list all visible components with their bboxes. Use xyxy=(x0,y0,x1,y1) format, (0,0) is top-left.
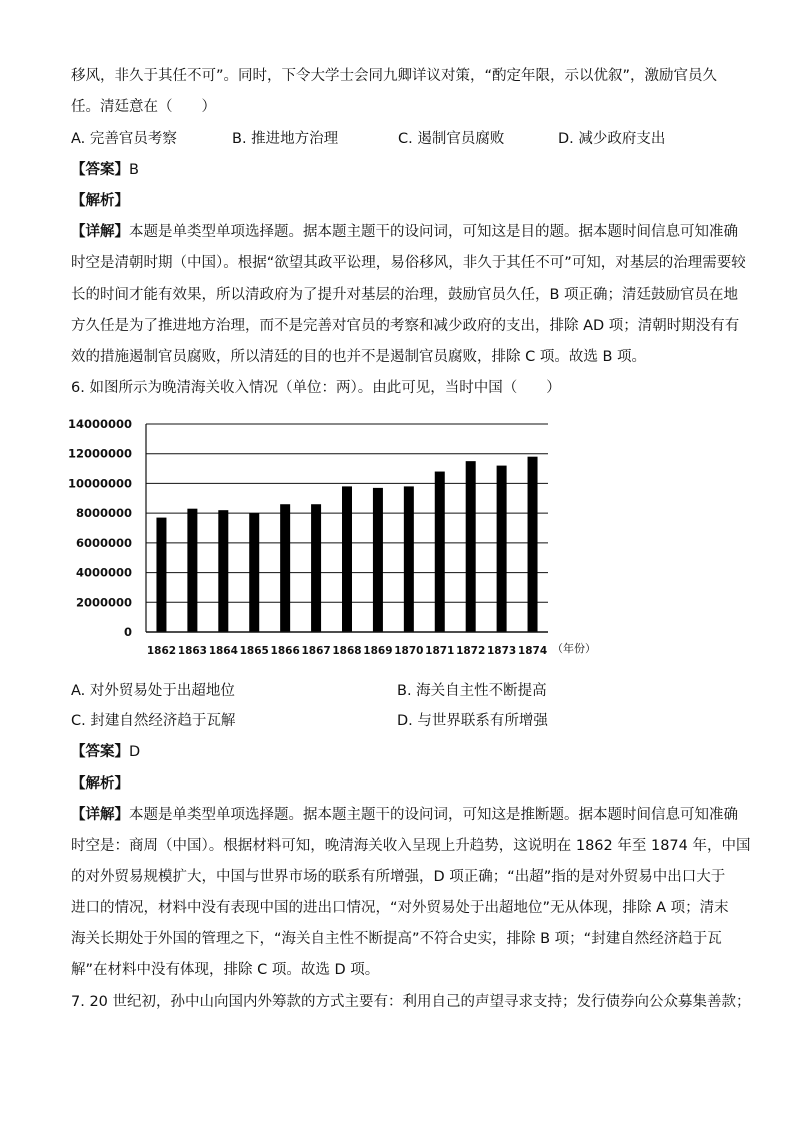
q6-detail-line4: 进口的情况，材料中没有表现中国的进出口情况，“对外贸易处于出超地位”无从体现，排除 A 项；清末 xyxy=(71,900,729,916)
q6-option-d: D. 与世界联系有所增强 xyxy=(397,713,548,729)
bar-1873 xyxy=(497,466,507,632)
q7-stem: 7. 20 世纪初，孙中山向国内外筹款的方式主要有：利用自己的声望寻求支持；发行债券向公众募集善款； xyxy=(71,994,751,1010)
x-tick-label: 1873 xyxy=(486,645,517,657)
q6-detail-text1: 本题是单类型单项选择题。据本题主题干的设问词，可知这是推断题。据本题时间信息可知准确 xyxy=(129,807,738,823)
q6-option-b: B. 海关自主性不断提高 xyxy=(397,683,547,699)
x-tick-label: 1863 xyxy=(177,645,208,657)
bar-1871 xyxy=(435,472,445,632)
bar-1862 xyxy=(156,518,166,632)
x-tick-label: 1864 xyxy=(208,645,238,657)
bar-1869 xyxy=(373,488,383,632)
bar-1868 xyxy=(342,486,352,632)
q6-detail-tag: 【详解】 xyxy=(71,807,129,823)
x-tick-label: 1869 xyxy=(363,645,393,657)
bar-1867 xyxy=(311,504,321,632)
q5-stem-line2: 任。清廷意在（ ） xyxy=(71,99,216,115)
x-tick-label: 1871 xyxy=(425,645,455,657)
x-tick-label: 1872 xyxy=(456,645,486,657)
customs-revenue-bar-chart xyxy=(60,410,620,670)
x-tick-label: 1862 xyxy=(146,645,177,657)
y-tick-label: 0 xyxy=(123,625,132,639)
q5-detail-line1 xyxy=(71,222,738,242)
x-tick-label: 1867 xyxy=(301,645,331,657)
q5-stem-line1: 移风，非久于其任不可”。同时，下令大学士会同九卿详议对策，“酌定年限，示以优叙”，激励官员久 xyxy=(71,68,718,84)
q5-answer-value: B xyxy=(129,162,139,178)
bar-1864 xyxy=(218,510,228,632)
q6-detail-line2: 时空是：商周（中国）。根据材料可知，晚清海关收入呈现上升趋势，这说明在 1862 年至 1874 年，中国 xyxy=(71,838,751,854)
q6-detail-line6: 解”在材料中没有体现，排除 C 项。故选 D 项。 xyxy=(71,962,380,978)
q6-option-a: A. 对外贸易处于出超地位 xyxy=(71,683,235,699)
q6-detail-line1 xyxy=(71,805,738,825)
bar-1865 xyxy=(249,513,259,632)
q6-answer-tag: 【答案】 xyxy=(71,744,129,760)
bar-1874 xyxy=(528,457,538,632)
x-tick-label: 1874 xyxy=(517,645,548,657)
q6-detail-line5: 海关长期处于外国的管理之下，“海关自主性不断提高”不符合史实，排除 B 项；“封建自然经济趋于瓦 xyxy=(71,931,722,947)
bar-1866 xyxy=(280,504,290,632)
q5-detail-text1: 本题是单类型单项选择题。据本题主题干的设问词，可知这是目的题。据本题时间信息可知准确 xyxy=(129,224,738,240)
q5-detail-line2: 时空是清朝时期（中国）。根据“欲望其政平讼理，易俗移风，非久于其任不可”可知，对基层的治理需要较 xyxy=(71,255,746,271)
x-tick-label: 1870 xyxy=(394,645,424,657)
q6-stem: 6. 如图所示为晚清海关收入情况（单位：两）。由此可见，当时中国（ ） xyxy=(71,380,561,396)
q5-detail-tag: 【详解】 xyxy=(71,224,129,240)
q5-answer xyxy=(71,160,139,180)
x-axis-title: （年份） xyxy=(552,642,596,655)
q6-detail-line3: 的对外贸易规模扩大，中国与世界市场的联系有所增强，D 项正确；“出超”指的是对外贸易中出口大于 xyxy=(71,869,726,885)
bar-1863 xyxy=(187,509,197,632)
q5-detail-line5: 效的措施遏制官员腐败，所以清廷的目的也并不是遏制官员腐败，排除 C 项。故选 B 项。 xyxy=(71,349,647,365)
q5-detail-line4: 方久任是为了推进地方治理，而不是完善对官员的考察和减少政府的支出，排除 AD 项；清朝时期没有有 xyxy=(71,318,740,334)
x-tick-label: 1865 xyxy=(239,645,269,657)
x-tick-label: 1866 xyxy=(270,645,300,657)
q5-option-c: C. 遏制官员腐败 xyxy=(398,131,505,147)
y-tick-label: 4000000 xyxy=(75,565,132,580)
q5-option-a: A. 完善官员考察 xyxy=(71,131,177,147)
q6-answer-value: D xyxy=(129,744,141,760)
q6-analysis-tag: 【解析】 xyxy=(71,776,129,792)
x-tick-label: 1868 xyxy=(332,645,362,657)
y-tick-label: 10000000 xyxy=(67,476,132,491)
y-tick-label: 14000000 xyxy=(67,417,132,431)
bar-1872 xyxy=(466,461,476,632)
y-tick-label: 8000000 xyxy=(75,506,132,521)
q5-option-b: B. 推进地方治理 xyxy=(232,131,339,147)
q5-analysis-tag: 【解析】 xyxy=(71,193,129,209)
y-tick-label: 6000000 xyxy=(75,535,132,550)
y-tick-label: 12000000 xyxy=(67,446,132,461)
q6-option-c: C. 封建自然经济趋于瓦解 xyxy=(71,713,236,729)
bar-1870 xyxy=(404,486,414,632)
q5-answer-tag: 【答案】 xyxy=(71,162,129,178)
q5-detail-line3: 长的时间才能有效果，所以清政府为了提升对基层的治理，鼓励官员久任，B 项正确；清廷鼓励官员在地 xyxy=(71,287,739,303)
y-tick-label: 2000000 xyxy=(75,595,132,610)
q6-answer xyxy=(71,742,140,762)
q5-option-d: D. 减少政府支出 xyxy=(558,131,666,147)
